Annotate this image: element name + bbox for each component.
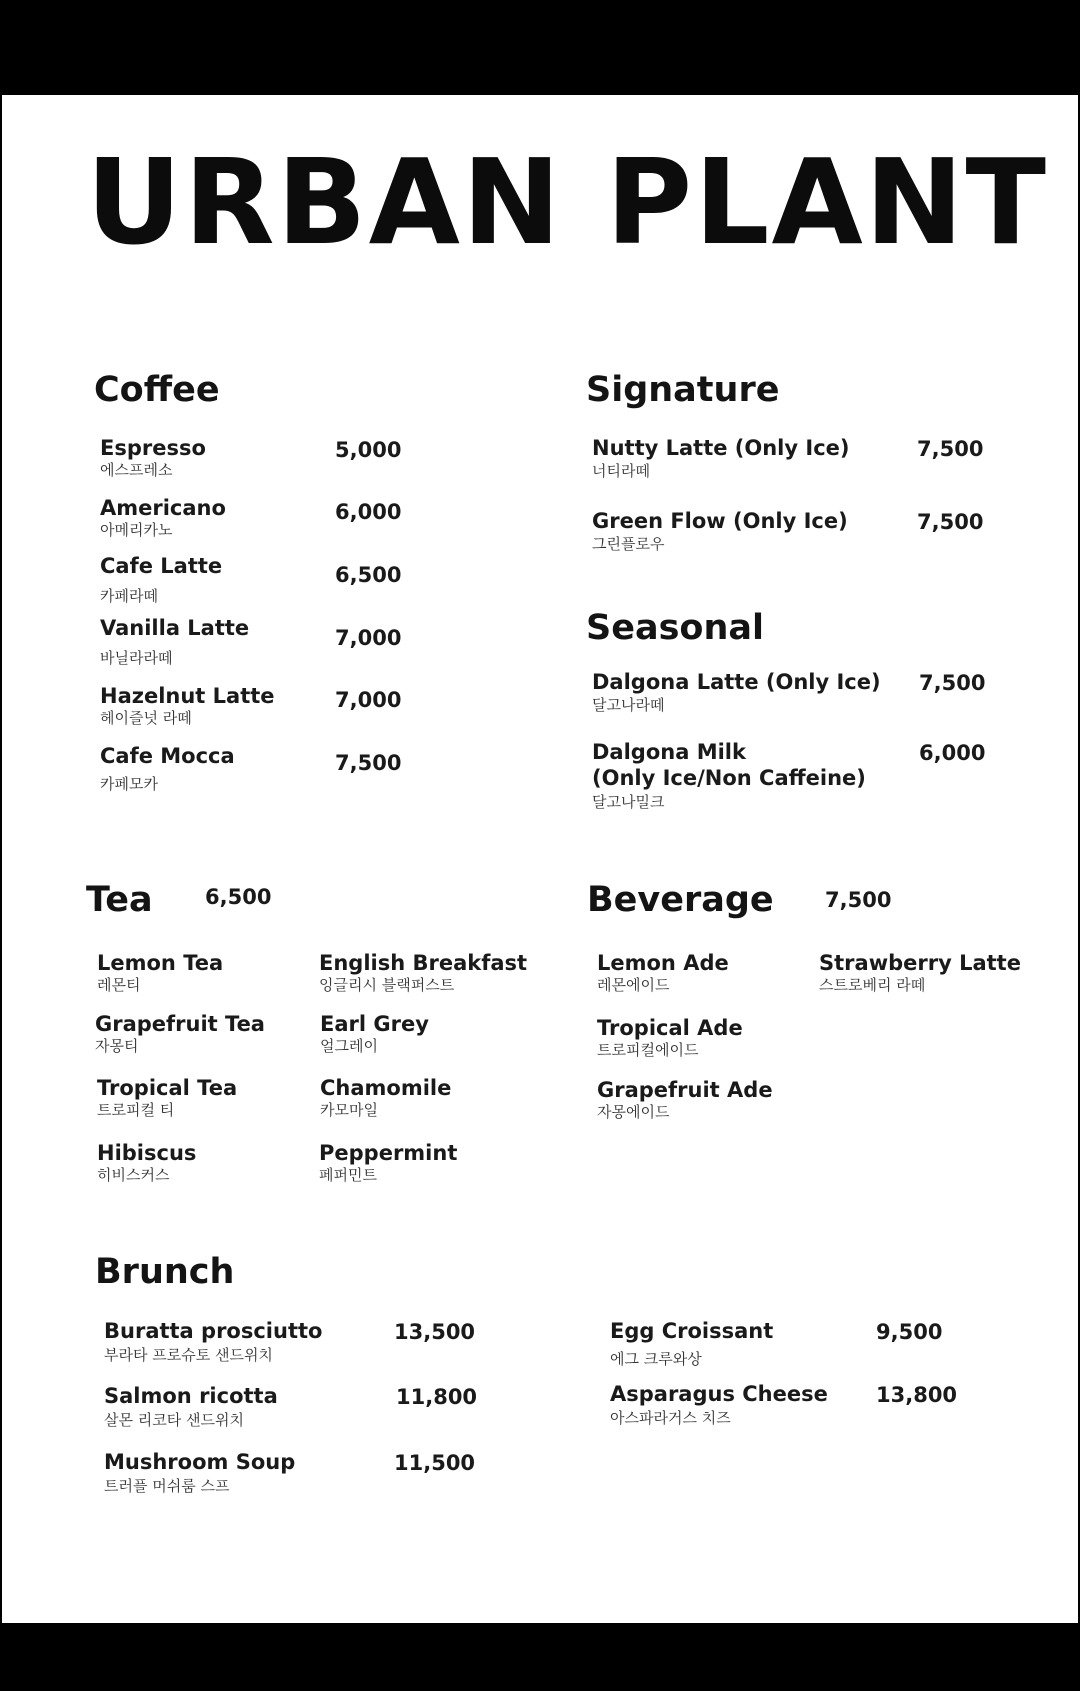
item-name-ko: 살몬 리코타 샌드위치 (104, 1411, 244, 1430)
tea-heading: Tea (86, 880, 153, 920)
tea-item (95, 1011, 265, 1054)
item-name: Green Flow (Only Ice) (592, 509, 848, 533)
tea-item (320, 1011, 429, 1054)
tea-item (319, 1140, 457, 1183)
item-name: Chamomile (320, 1076, 452, 1100)
tea-item (97, 950, 223, 993)
menu-item-americano (100, 495, 226, 538)
menu-item-cafe-latte (100, 553, 222, 604)
coffee-heading: Coffee (94, 370, 220, 410)
tea-item (320, 1075, 451, 1118)
item-name: Tropical Ade (597, 1016, 743, 1040)
item-name-ko: 부라타 프로슈토 샌드위치 (104, 1346, 273, 1365)
item-name: Americano (100, 496, 226, 520)
item-name-line2: (Only Ice/Non Caffeine) (592, 766, 866, 791)
item-price: 7,500 (919, 671, 986, 695)
item-name: Mushroom Soup (104, 1450, 296, 1474)
menu-item-espresso (100, 435, 206, 478)
item-price: 11,500 (394, 1451, 476, 1475)
item-name-ko: 자몽에이드 (597, 1103, 670, 1122)
item-name: Strawberry Latte (819, 951, 1021, 975)
item-name-ko: 달고나라떼 (592, 696, 665, 715)
item-name-ko: 트로피컬 티 (97, 1101, 175, 1120)
menu-sheet (2, 95, 1078, 1623)
item-price: 7,500 (335, 751, 402, 775)
item-name-ko: 자몽티 (95, 1037, 139, 1056)
menu-item-dalgona-milk (592, 739, 866, 810)
item-name-ko: 카페모카 (100, 775, 158, 794)
menu-item-hazelnut-latte (100, 683, 275, 726)
brunch-item (104, 1318, 322, 1363)
item-name: Lemon Ade (597, 951, 729, 975)
beverage-item (597, 1015, 743, 1058)
item-name: English Breakfast (319, 951, 528, 975)
tea-item (97, 1140, 196, 1183)
item-name: Dalgona Milk (592, 740, 746, 764)
beverage-heading: Beverage (587, 880, 774, 920)
item-name: Asparagus Cheese (610, 1382, 828, 1406)
item-price: 9,500 (876, 1320, 943, 1344)
item-price: 13,500 (394, 1320, 476, 1344)
item-name: Grapefruit Ade (597, 1078, 773, 1102)
item-name: Hazelnut Latte (100, 684, 275, 708)
menu-item-vanilla-latte (100, 615, 249, 666)
item-name-ko: 스트로베리 라떼 (819, 976, 926, 995)
item-price: 7,500 (917, 510, 984, 534)
item-name: Earl Grey (320, 1012, 429, 1036)
brunch-item (104, 1449, 295, 1494)
item-name: Cafe Mocca (100, 744, 235, 768)
item-name: Peppermint (319, 1141, 458, 1165)
tea-price: 6,500 (205, 885, 272, 909)
beverage-item (597, 950, 729, 993)
item-name-ko: 얼그레이 (320, 1037, 378, 1056)
item-name-ko: 에그 크루와상 (610, 1350, 702, 1369)
menu-item-nutty-latte (592, 435, 850, 479)
brunch-item (610, 1318, 773, 1367)
tea-item (97, 1075, 237, 1118)
item-price: 5,000 (335, 438, 402, 462)
item-name-ko: 헤이즐넛 라떼 (100, 709, 192, 728)
item-name-ko: 레몬티 (97, 976, 141, 995)
item-name-ko: 달고나밀크 (592, 792, 665, 811)
beverage-item (819, 950, 1021, 993)
item-name: Espresso (100, 436, 206, 460)
beverage-price: 7,500 (825, 888, 892, 912)
item-name-ko: 그린플로우 (592, 535, 665, 554)
item-name: Grapefruit Tea (95, 1012, 265, 1036)
item-name-ko: 에스프레소 (100, 461, 173, 480)
item-price: 7,000 (335, 688, 402, 712)
item-name-ko: 레몬에이드 (597, 976, 670, 995)
item-name: Vanilla Latte (100, 616, 250, 640)
item-name-ko: 카페라떼 (100, 587, 158, 606)
beverage-item (597, 1077, 773, 1120)
item-price: 11,800 (396, 1385, 478, 1409)
item-name: Salmon ricotta (104, 1384, 278, 1408)
item-name-ko: 아메리카노 (100, 521, 173, 540)
seasonal-heading: Seasonal (586, 608, 764, 648)
item-name: Tropical Tea (97, 1076, 238, 1100)
item-price: 6,500 (335, 563, 402, 587)
item-price: 13,800 (876, 1383, 958, 1407)
item-price: 7,000 (335, 626, 402, 650)
item-price: 6,000 (919, 741, 986, 765)
brunch-item (104, 1383, 278, 1428)
item-name-ko: 아스파라거스 치즈 (610, 1409, 731, 1428)
signature-heading: Signature (586, 370, 780, 410)
menu-item-dalgona-latte (592, 669, 881, 713)
item-price: 6,000 (335, 500, 402, 524)
item-name: Hibiscus (97, 1141, 197, 1165)
menu-item-green-flow (592, 508, 848, 552)
item-name-ko: 트러플 머쉬룸 스프 (104, 1477, 230, 1496)
tea-item (319, 950, 527, 993)
menu-item-cafe-mocca (100, 743, 235, 792)
item-name: Lemon Tea (97, 951, 224, 975)
item-name-ko: 너티라떼 (592, 462, 650, 481)
menu-title: URBAN PLANT (86, 133, 1049, 271)
brunch-heading: Brunch (95, 1252, 235, 1292)
item-name: Buratta prosciutto (104, 1319, 323, 1343)
item-name: Nutty Latte (Only Ice) (592, 436, 850, 460)
item-price: 7,500 (917, 437, 984, 461)
item-name-ko: 바닐라라떼 (100, 649, 173, 668)
item-name-ko: 페퍼민트 (319, 1166, 377, 1185)
item-name-ko: 잉글리시 블랙퍼스트 (319, 976, 455, 995)
item-name: Cafe Latte (100, 554, 223, 578)
brunch-item (610, 1381, 828, 1426)
item-name-ko: 카모마일 (320, 1101, 378, 1120)
item-name: Egg Croissant (610, 1319, 774, 1343)
item-name-ko: 히비스커스 (97, 1166, 170, 1185)
item-name: Dalgona Latte (Only Ice) (592, 670, 881, 694)
item-name-ko: 트로피컬에이드 (597, 1041, 699, 1060)
